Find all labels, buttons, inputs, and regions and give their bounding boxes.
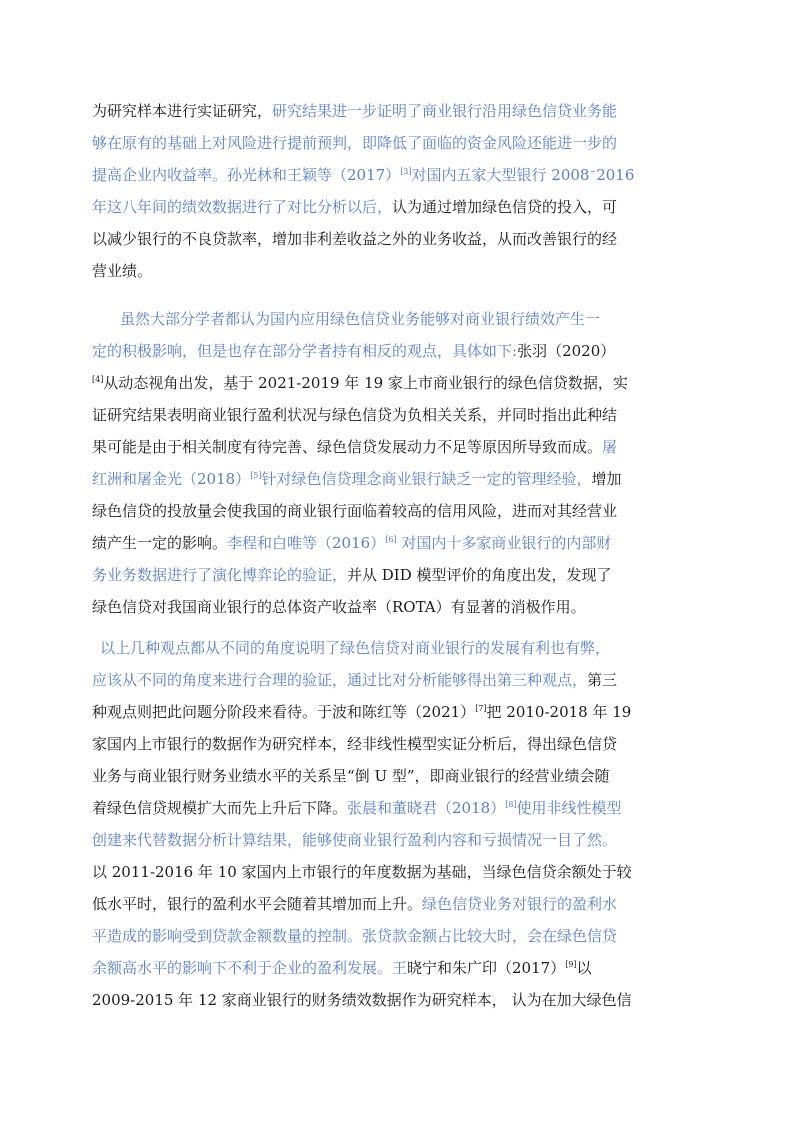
text-span: 以减少银行的不良贷款率，增加非利差收益之外的业务收益，从而改善银行的经	[92, 230, 618, 248]
text-span: 家国内上市银行的数据作为研究样本，经非线性模型实证分析后，得出绿色信贷	[92, 735, 618, 753]
text-line	[92, 223, 617, 255]
text-line	[92, 591, 586, 623]
text-line	[92, 664, 617, 696]
text-span: 2009-2015 年 12 家商业银行的财务绩效数据作为研究样本， 认为在加大绿色信	[92, 991, 632, 1009]
citation-marker: [6]	[385, 535, 397, 544]
text-line	[92, 760, 610, 792]
text-span: 李程和白唯等（2016）	[227, 534, 386, 552]
text-line	[92, 159, 634, 191]
text-line	[92, 255, 152, 287]
text-span: 对国内十多家商业银行的内部财	[396, 534, 612, 552]
text-span: 晓宁和朱广印（2017）	[407, 959, 566, 977]
text-line	[92, 824, 617, 856]
text-span: 张羽（2020）	[517, 342, 616, 360]
text-span: 认为通过增加绿色信贷的投入，可	[392, 198, 618, 216]
citation-marker: [4]	[92, 375, 104, 384]
text-span: 绿色信贷的投放量会使我国的商业银行面临着较高的信用风险，进而对其经营业	[92, 502, 618, 520]
text-span: 虽然大部分学者都认为国内应用绿色信贷业务能够对商业银行绩效产生一	[120, 310, 601, 328]
text-span: 研究结果进一步证明了商业银行沿用绿色信贷业务能	[272, 102, 618, 120]
text-span: 应该从不同的角度来进行合理的验证，通过比对分析能够得出第三种观点，	[92, 671, 588, 689]
text-span: 业务与商业银行财务业绩水平的关系呈“倒 U 型”，即商业银行的经营业绩会随	[92, 767, 610, 785]
text-line	[92, 527, 611, 559]
text-span: 够在原有的基础上对风险进行提前预判，即降低了面临的资金风险还能进一步的	[92, 134, 618, 152]
text-span: 屠	[602, 438, 618, 456]
text-span: 余额高水平的影响下不利于企业的盈利发展。王	[92, 959, 408, 977]
text-span: 定的积极影响，但是也存在部分学者持有相反的观点，具体如下:	[92, 342, 518, 360]
text-span: 张晨和董晓君（2018）	[347, 799, 506, 817]
text-span: 证研究结果表明商业银行盈利状况与绿色信贷为负相关关系，并同时指出此种结	[92, 406, 618, 424]
text-span: 低水平时，银行的盈利水平会随着其增加而上升。	[92, 895, 423, 913]
text-span: 使用非线性模型	[516, 799, 622, 817]
citation-marker: [9]	[565, 960, 577, 969]
text-span: 从动态视角出发，基于 2021-2019 年 19 家上市商业银行的绿色信贷数据，实	[103, 374, 628, 392]
text-span: 果可能是由于相关制度有待完善、绿色信贷发展动力不足等原因所导致而成。	[92, 438, 603, 456]
text-line	[92, 792, 622, 824]
text-line	[92, 888, 617, 920]
text-line	[92, 856, 632, 888]
citation-marker: ~	[589, 167, 597, 176]
text-line	[92, 367, 628, 399]
text-span: 为研究样本进行实证研究，	[92, 102, 273, 120]
text-line	[120, 303, 600, 335]
text-span: 着绿色信贷规模扩大而先上升后下降。	[92, 799, 348, 817]
text-span: 第三	[587, 671, 618, 689]
text-line	[92, 952, 592, 984]
text-span: 创建来代替数据分析计算结果，能够使商业银行盈利内容和亏损情况一目了然。	[92, 831, 618, 849]
text-span: 绿色信贷对我国商业银行的总体资产收益率（ROTA）有显著的消极作用。	[92, 598, 586, 616]
text-line	[100, 632, 610, 664]
text-span: 绩产生一定的影响。	[92, 534, 228, 552]
text-span: 针对绿色信贷理念商业银行缺乏一定的管理经验，	[261, 470, 592, 488]
text-span: 年这八年间的绩效数据进行了对比分析以后，	[92, 198, 393, 216]
text-span: 以	[576, 959, 592, 977]
text-span: 并从 DID 模型评价的角度出发，发现了	[347, 566, 612, 584]
text-line	[92, 559, 612, 591]
text-line	[92, 399, 617, 431]
text-line	[92, 920, 617, 952]
citation-marker: [5]	[250, 471, 262, 480]
text-span: 营业绩。	[92, 262, 153, 280]
citation-marker: [8]	[505, 800, 517, 809]
text-line	[92, 696, 631, 728]
text-line	[92, 431, 617, 463]
text-span: 对国内五家大型银行 2008	[411, 166, 590, 184]
citation-marker: [3]	[400, 167, 412, 176]
text-span: 增加	[591, 470, 622, 488]
text-span: 提高企业内收益率。孙光林和王颖等（2017）	[92, 166, 401, 184]
text-line	[92, 191, 617, 223]
text-span: 务业务数据进行了演化博弈论的验证，	[92, 566, 348, 584]
citation-marker: [7]	[475, 704, 487, 713]
text-span: 平造成的影响受到贷款金额数量的控制。张贷款金额占比较大时，会在绿色信贷	[92, 927, 618, 945]
text-span: 以 2011-2016 年 10 家国内上市银行的年度数据为基础，当绿色信贷余额处于较	[92, 863, 632, 881]
text-span: 把 2010-2018 年 19	[486, 703, 632, 721]
text-line	[92, 95, 617, 127]
text-line	[92, 984, 632, 1016]
text-line	[92, 335, 615, 367]
text-span: 以上几种观点都从不同的角度说明了绿色信贷对商业银行的发展有利也有弊，	[100, 639, 611, 657]
text-line	[92, 728, 617, 760]
text-span: 绿色信贷业务对银行的盈利水	[422, 895, 618, 913]
text-line	[92, 127, 617, 159]
text-span: 2016	[596, 166, 635, 184]
text-line	[92, 495, 617, 527]
text-span: 种观点则把此问题分阶段来看待。于波和陈红等（2021）	[92, 703, 476, 721]
text-span: 红洲和屠金光（2018）	[92, 470, 251, 488]
text-line	[92, 463, 622, 495]
